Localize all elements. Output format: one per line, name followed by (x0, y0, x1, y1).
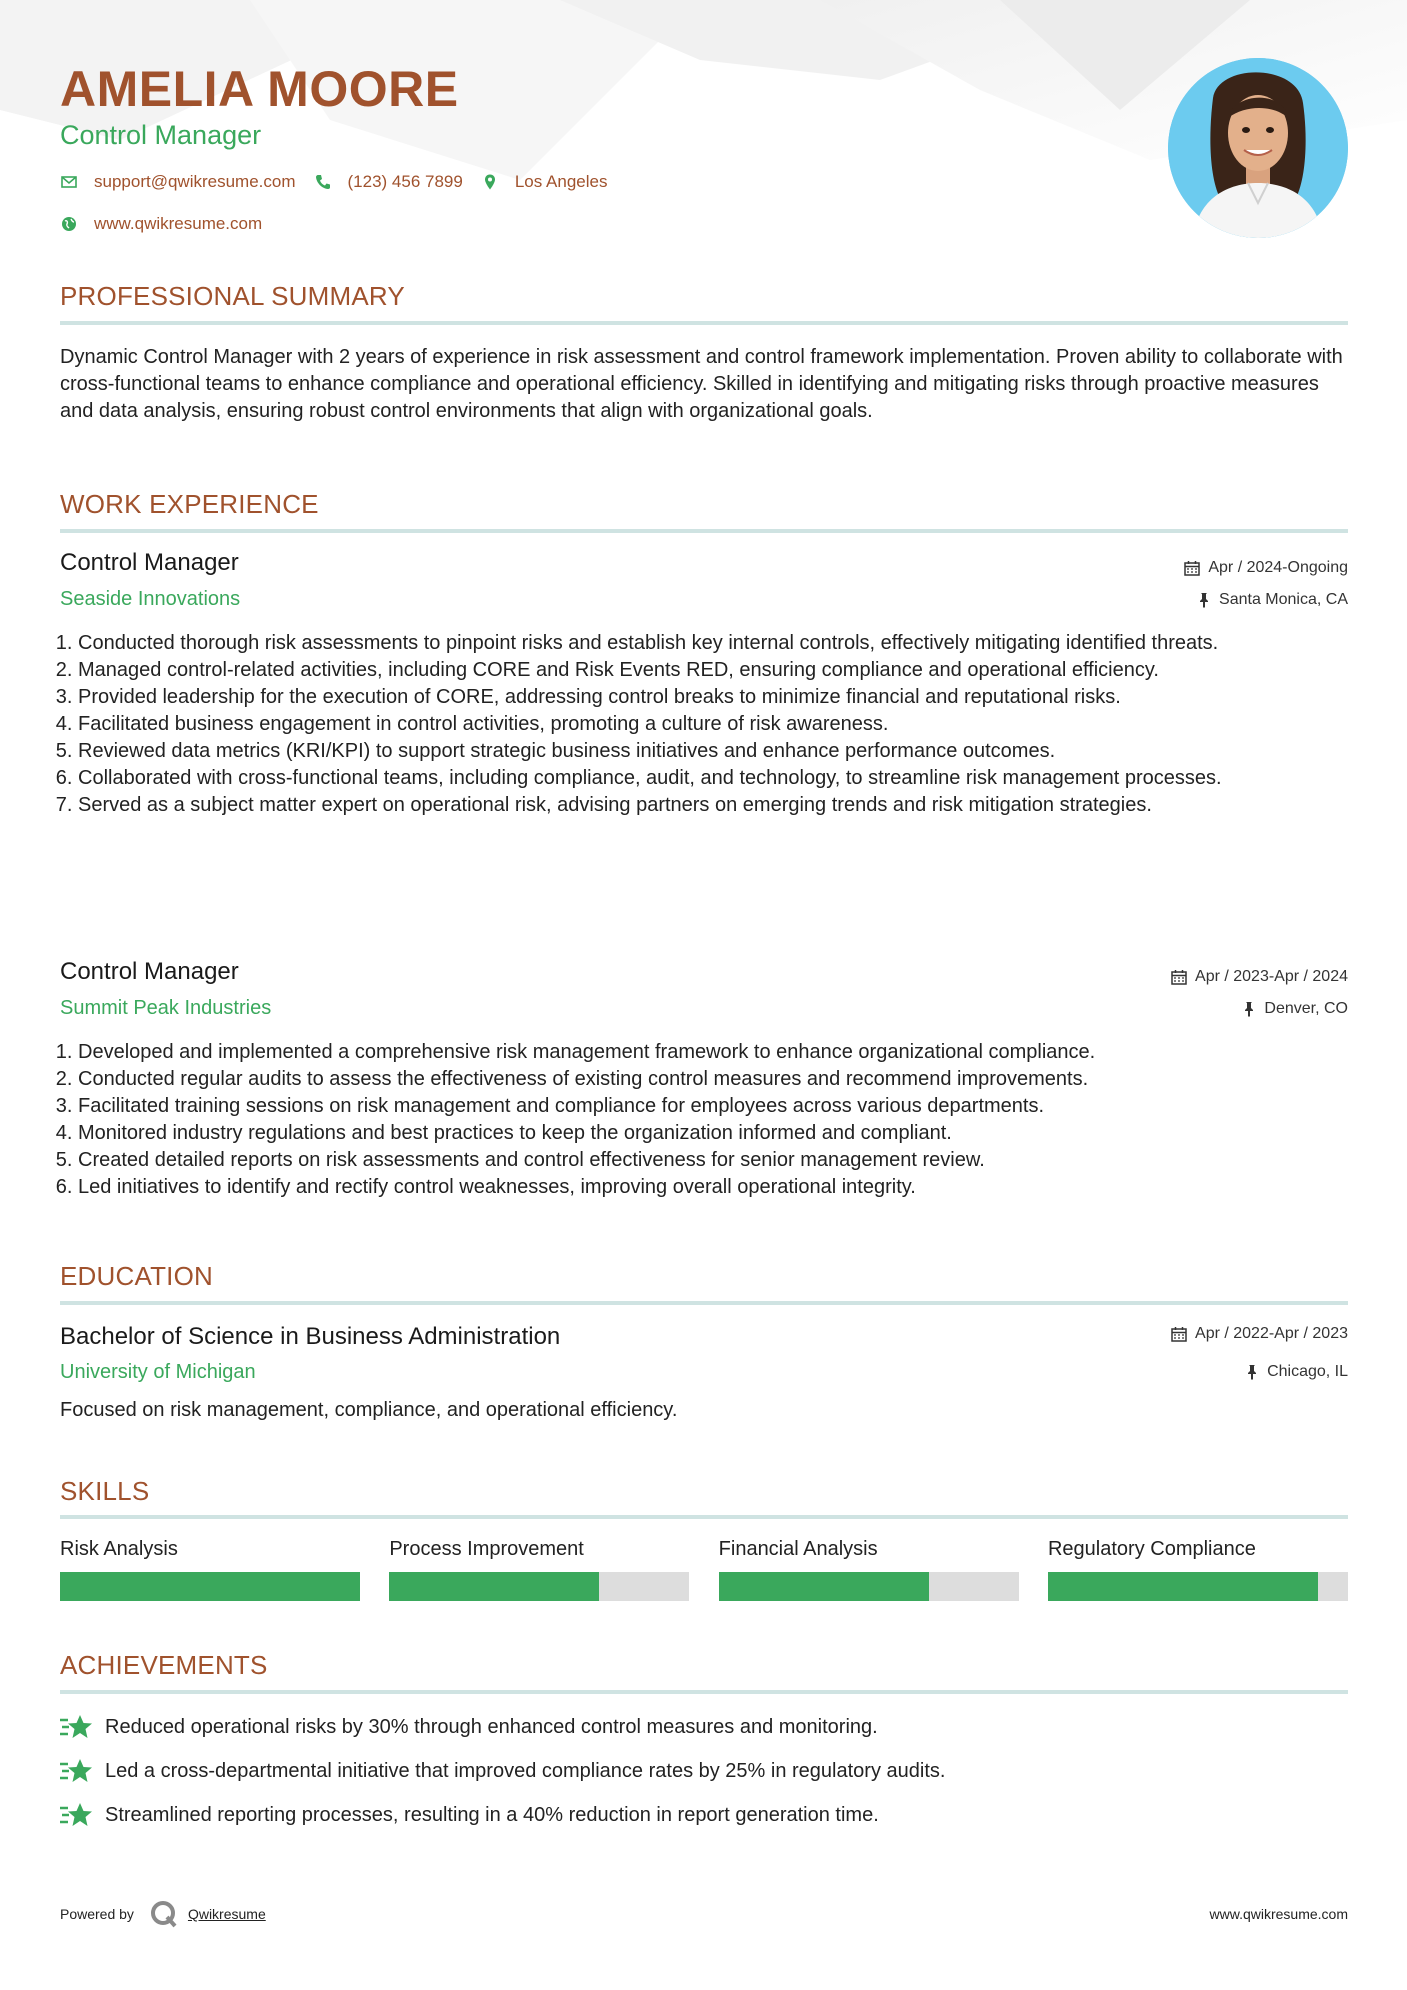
degree-title: Bachelor of Science in Business Administration (60, 1323, 561, 1350)
star-icon (60, 1802, 93, 1828)
job-duties (60, 630, 1366, 819)
achievement-item (60, 1802, 1348, 1828)
phone-text: (123) 456 7899 (347, 172, 463, 191)
skill-bar (60, 1572, 360, 1601)
school-name: University of Michigan (60, 1361, 256, 1383)
envelope-icon (60, 173, 78, 191)
section-divider (60, 1690, 1348, 1694)
achievement-text: Reduced operational risks by 30% through enhanced control measures and monitoring. (105, 1715, 878, 1738)
job-dates (1184, 559, 1348, 577)
skill-item (60, 1538, 360, 1601)
education-dates (1171, 1325, 1348, 1343)
duty-item: 6. Led initiatives to identify and rectify control weaknesses, improving overall operational integrity. (78, 1174, 1366, 1201)
duty-item: 3. Provided leadership for the execution of CORE, addressing control breaks to minimize financial and reputational risks. (78, 684, 1366, 711)
pin-icon (1245, 1364, 1259, 1380)
job-dates (1171, 968, 1348, 986)
summary-heading: PROFESSIONAL SUMMARY (60, 281, 405, 311)
skill-name: Process Improvement (389, 1538, 584, 1560)
job-location-text: Santa Monica, CA (1219, 591, 1348, 608)
website-text: www.qwikresume.com (94, 214, 263, 233)
duty-item: 2. Conducted regular audits to assess the effectiveness of existing control measures and recommend improvements. (78, 1066, 1366, 1093)
footer-website[interactable]: www.qwikresume.com (1209, 1906, 1348, 1922)
skills-list (60, 1538, 1348, 1601)
achievement-text: Led a cross-departmental initiative that improved compliance rates by 25% in regulatory audits. (105, 1759, 946, 1782)
skills-heading: SKILLS (60, 1476, 150, 1506)
calendar-icon (1171, 1326, 1187, 1342)
job-dates-text: Apr / 2023-Apr / 2024 (1195, 968, 1348, 985)
pin-icon (1242, 1001, 1256, 1017)
education-location-text: Chicago, IL (1267, 1363, 1348, 1380)
contact-row (60, 172, 625, 192)
brand-link[interactable]: Qwikresume (187, 1906, 266, 1922)
skill-bar (719, 1572, 1019, 1601)
company-name: Seaside Innovations (60, 588, 241, 610)
duty-item: 1. Developed and implemented a comprehensive risk management framework to enhance organizational compliance. (78, 1039, 1366, 1066)
contact-email[interactable] (60, 172, 296, 192)
email-text: support@qwikresume.com (94, 172, 296, 191)
education-dates-text: Apr / 2022-Apr / 2023 (1195, 1325, 1348, 1342)
duty-item: 2. Managed control-related activities, including CORE and Risk Events RED, ensuring compliance and operational efficiency. (78, 657, 1366, 684)
job-duties (60, 1039, 1366, 1201)
education-description: Focused on risk management, compliance, and operational efficiency. (60, 1399, 678, 1421)
skill-name: Risk Analysis (60, 1538, 178, 1560)
globe-icon (60, 215, 78, 233)
powered-by-label: Powered by (60, 1906, 134, 1922)
skill-name: Financial Analysis (718, 1538, 878, 1560)
duty-item: 3. Facilitated training sessions on risk management and compliance for employees across various departments. (78, 1093, 1366, 1120)
contact-row-website (60, 214, 280, 234)
calendar-icon (1184, 560, 1200, 576)
candidate-name: AMELIA MOORE (60, 61, 459, 117)
section-divider (60, 1301, 1348, 1305)
candidate-title: Control Manager (60, 120, 262, 150)
job-dates-text: Apr / 2024-Ongoing (1208, 559, 1348, 576)
skill-bar (389, 1572, 689, 1601)
qwikresume-logo-icon (148, 1898, 180, 1930)
phone-icon (314, 173, 332, 191)
summary-text: Dynamic Control Manager with 2 years of experience in risk assessment and control framework implementation. Proven ability to collaborate with cross-functional teams to enhance compliance and operational efficiency. Skilled in identifying and mitigating risks through proactive measures and data analysis, ensuring robust control environments that align with organizational goals. (60, 346, 1343, 422)
skill-name: Regulatory Compliance (1047, 1538, 1256, 1560)
pin-icon (1197, 592, 1211, 608)
duty-item: 4. Facilitated business engagement in control activities, promoting a culture of risk awareness. (78, 711, 1366, 738)
job-location (1197, 591, 1348, 609)
company-name: Summit Peak Industries (60, 997, 272, 1019)
skill-item (389, 1538, 689, 1601)
education-heading: EDUCATION (60, 1261, 213, 1291)
contact-phone[interactable] (314, 172, 463, 192)
job-location-text: Denver, CO (1264, 1000, 1348, 1017)
contact-website[interactable] (60, 214, 262, 234)
job-location (1242, 1000, 1348, 1018)
skill-bar-fill (719, 1572, 929, 1601)
duty-item: 4. Monitored industry regulations and best practices to keep the organization informed and compliant. (78, 1120, 1366, 1147)
section-divider (60, 1515, 1348, 1519)
footer-powered-by (60, 1898, 266, 1930)
duty-item: 7. Served as a subject matter expert on operational risk, advising partners on emerging trends and risk mitigation strategies. (78, 792, 1366, 819)
section-divider (60, 529, 1348, 533)
duty-item: 1. Conducted thorough risk assessments to pinpoint risks and establish key internal controls, effectively mitigating identified threats. (78, 630, 1366, 657)
location-text: Los Angeles (514, 172, 608, 191)
calendar-icon (1171, 969, 1187, 985)
duty-item: 5. Created detailed reports on risk assessments and control effectiveness for senior management review. (78, 1147, 1366, 1174)
achievement-text: Streamlined reporting processes, resulting in a 40% reduction in report generation time. (105, 1803, 879, 1826)
skill-item (719, 1538, 1019, 1601)
map-pin-icon (481, 173, 499, 191)
avatar-illustration (1168, 58, 1348, 238)
education-location (1245, 1363, 1348, 1381)
job-title: Control Manager (60, 958, 239, 985)
contact-location (481, 172, 608, 192)
achievement-item (60, 1758, 1348, 1784)
achievements-heading: ACHIEVEMENTS (60, 1650, 268, 1680)
experience-heading: WORK EXPERIENCE (60, 489, 319, 519)
skill-bar-fill (1048, 1572, 1318, 1601)
skill-item (1048, 1538, 1348, 1601)
duty-item: 5. Reviewed data metrics (KRI/KPI) to support strategic business initiatives and enhance performance outcomes. (78, 738, 1366, 765)
star-icon (60, 1758, 93, 1784)
achievement-item (60, 1714, 1348, 1740)
duty-item: 6. Collaborated with cross-functional teams, including compliance, audit, and technology, to streamline risk management processes. (78, 765, 1366, 792)
profile-photo (1168, 58, 1348, 238)
skill-bar-fill (389, 1572, 599, 1601)
section-divider (60, 321, 1348, 325)
skill-bar (1048, 1572, 1348, 1601)
job-title: Control Manager (60, 549, 239, 576)
skill-bar-fill (60, 1572, 360, 1601)
star-icon (60, 1714, 93, 1740)
